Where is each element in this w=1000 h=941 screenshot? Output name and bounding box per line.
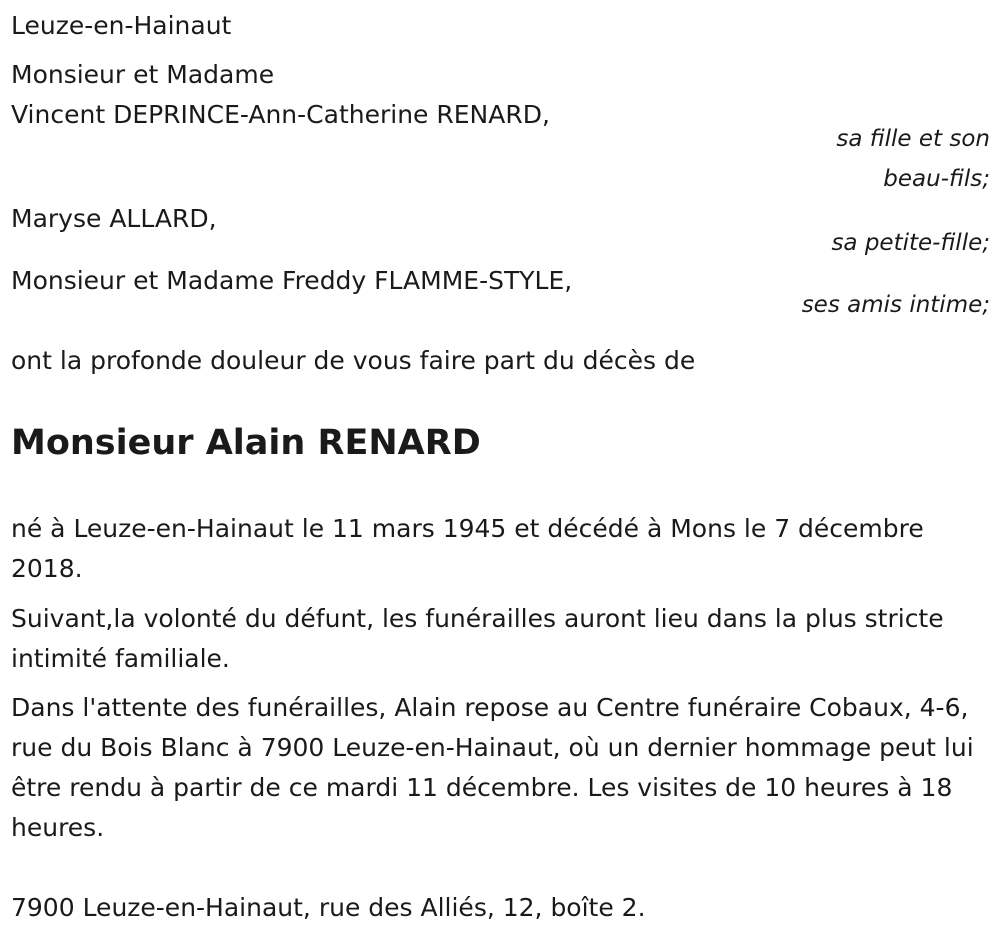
mourner-1-relation-line-2: beau-fils; xyxy=(883,166,990,192)
deceased-name: Monsieur Alain RENARD xyxy=(11,423,481,463)
visitation-paragraph: Dans l'attente des funérailles, Alain repose au Centre funéraire Cobaux, 4-6, rue du Bois Blanc à 7900 Leuze-en-Hainaut, où un dernier hommage peut lui être rendu à partir de ce mardi 11 décembre. Les visites de 10 heures à 18 heures. xyxy=(11,693,974,842)
announcement: ont la profonde douleur de vous faire part du décès de xyxy=(11,346,696,375)
mourner-2-line-1: Maryse ALLARD, xyxy=(11,204,217,233)
mourner-1-relation-line-1: sa fille et son xyxy=(836,126,990,152)
funeral-wishes-paragraph: Suivant,la volonté du défunt, les funérailles auront lieu dans la plus stricte intimité familiale. xyxy=(11,604,944,673)
mourner-3-relation: ses amis intime; xyxy=(801,292,990,318)
mourner-3-line-1: Monsieur et Madame Freddy FLAMME-STYLE, xyxy=(11,266,573,295)
mourner-1-line-1: Monsieur et Madame xyxy=(11,60,275,89)
locality: Leuze-en-Hainaut xyxy=(11,11,232,40)
birth-death-paragraph: né à Leuze-en-Hainaut le 11 mars 1945 et décédé à Mons le 7 décembre 2018. xyxy=(11,514,924,583)
mourner-2-relation: sa petite-fille; xyxy=(831,230,990,256)
address: 7900 Leuze-en-Hainaut, rue des Alliés, 12, boîte 2. xyxy=(11,893,646,922)
mourner-1-line-2: Vincent DEPRINCE-Ann-Catherine RENARD, xyxy=(11,100,550,129)
